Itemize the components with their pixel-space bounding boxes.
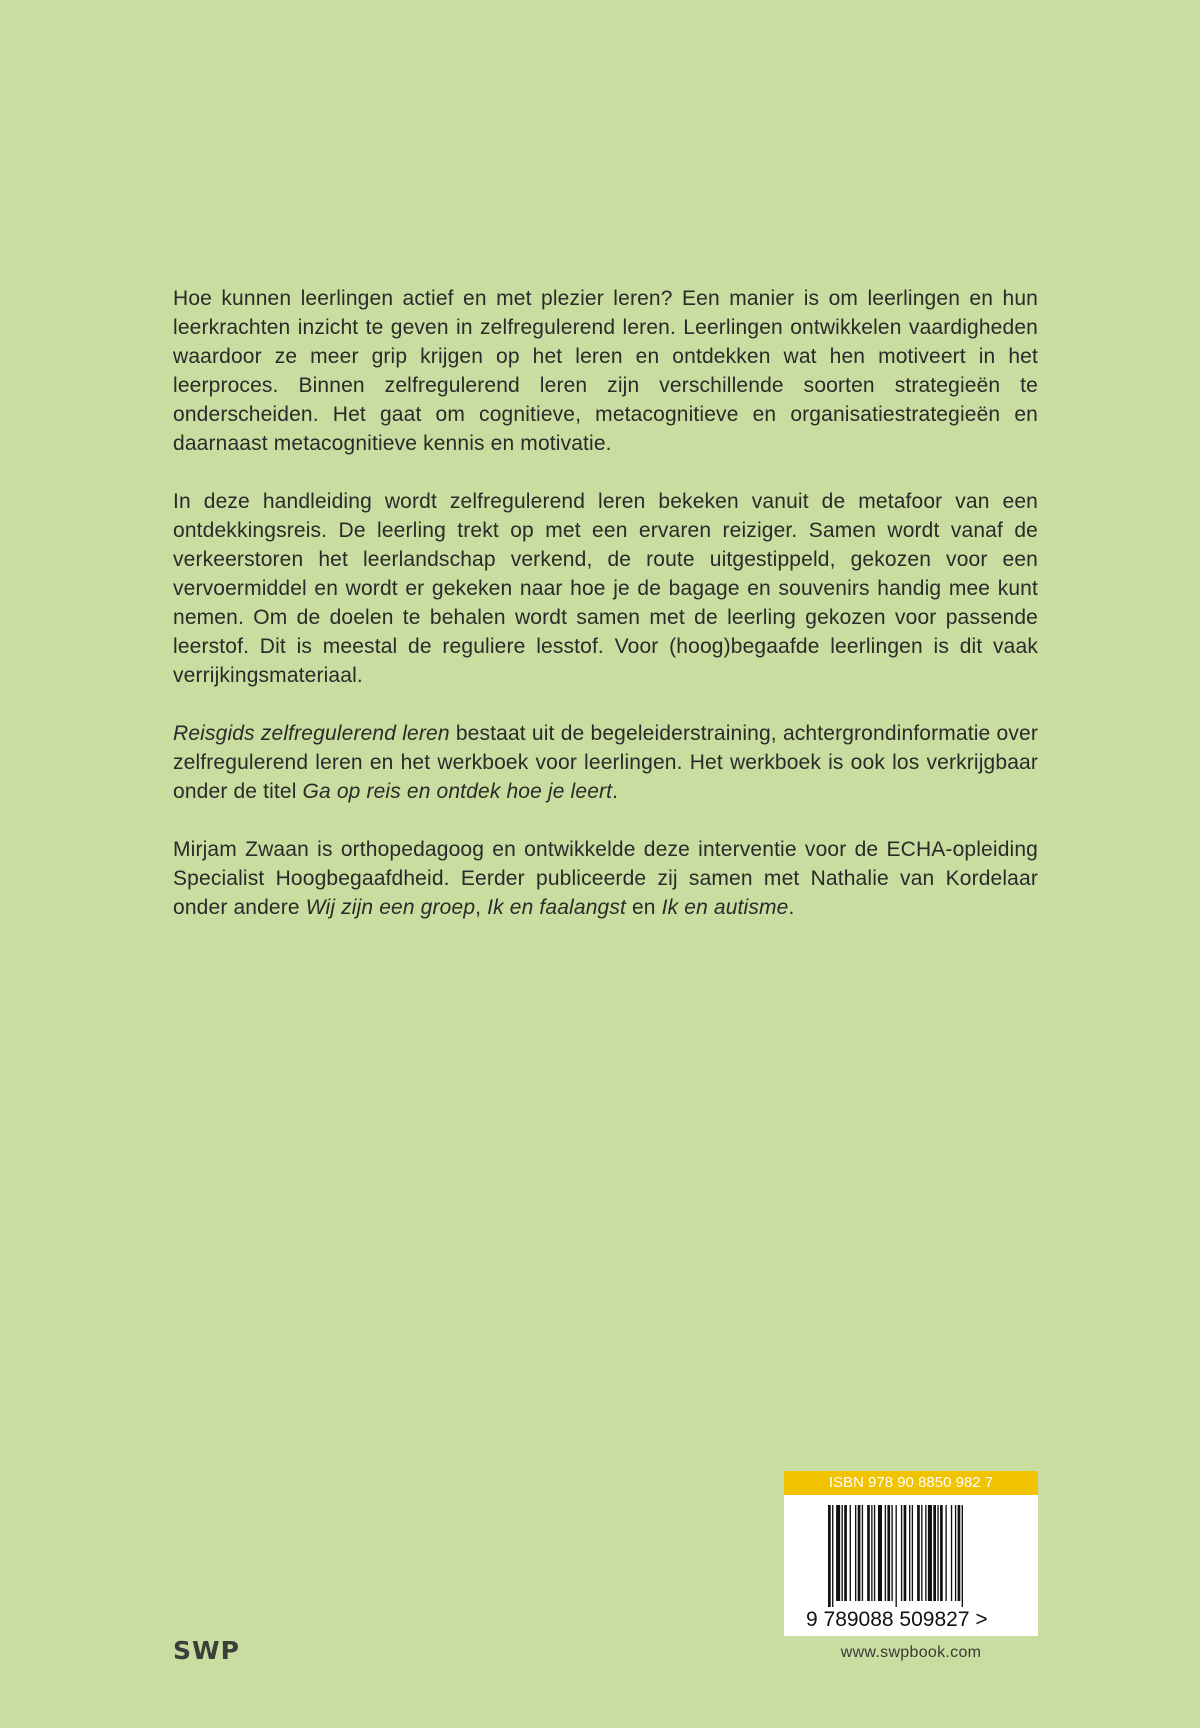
barcode-bar — [878, 1505, 882, 1601]
barcode-bar — [874, 1505, 875, 1601]
author-text: Mirjam Zwaan is orthopedagoog en ontwikkelde deze interventie voor de ECHA-opleiding Specialist Hoogbegaafdheid. Eerder publiceerde zij samen met Nathalie van Kordelaar onder andere — [173, 838, 1038, 919]
blurb-text — [173, 284, 1038, 951]
other-book-3: Ik en autisme — [661, 896, 789, 919]
isbn-barcode — [784, 1471, 1038, 1636]
barcode-bar — [925, 1505, 926, 1601]
barcode-bar — [937, 1505, 938, 1601]
barcode-bar — [828, 1505, 831, 1607]
barcode-bar — [871, 1505, 872, 1601]
barcode-bar — [962, 1505, 963, 1607]
author-end: . — [788, 896, 795, 919]
barcode-bar — [862, 1505, 863, 1601]
contents-text: bestaat uit de begeleiderstraining, achtergrondinformatie over zelfregulerend leren en het werkboek voor leerlingen. Het werkboek is ook los verkrijgbaar onder de titel — [173, 722, 1038, 803]
paragraph-intro: Hoe kunnen leerlingen actief en met plezier leren? Een manier is om leerlingen en hun leerkrachten inzicht te geven in zelfregulerend leren. Leerlingen ontwikkelen vaardigheden waardoor ze meer grip krijgen op het leren en ontdekken wat hen motiveert in het leerproces. Binnen zelfregulerend leren zijn verschillende soorten strategieën te onderscheiden. Het gaat om cognitieve, metacognitieve en organisatiestrategieën en daarnaast metacognitieve kennis en motivatie. — [173, 287, 1038, 455]
barcode-bars — [828, 1505, 994, 1607]
barcode-bar — [832, 1505, 833, 1607]
publisher-website: www.swpbook.com — [840, 1644, 982, 1661]
barcode-bar — [955, 1505, 956, 1601]
isbn-label: ISBN 978 90 8850 982 7 — [784, 1471, 1038, 1495]
book-title: Reisgids zelfregulerend leren — [173, 722, 450, 745]
barcode-bar — [904, 1505, 907, 1601]
barcode-bar — [842, 1505, 843, 1601]
barcode-bar — [909, 1505, 910, 1601]
workbook-title: Ga op reis en ontdek hoe je leert — [302, 780, 613, 803]
barcode-bar — [855, 1505, 856, 1601]
barcode-bar — [844, 1505, 847, 1601]
barcode-bar — [896, 1505, 897, 1607]
barcode-bar — [940, 1505, 943, 1601]
other-book-2: Ik en faalangst — [487, 896, 626, 919]
barcode-bar — [858, 1505, 861, 1601]
barcode-bar — [901, 1505, 902, 1601]
barcode-bar — [885, 1505, 886, 1601]
barcode-graphic — [828, 1505, 994, 1607]
barcode-bar — [921, 1505, 922, 1601]
barcode-bar — [928, 1505, 932, 1601]
paragraph-contents — [173, 719, 1038, 806]
barcode-bar — [912, 1505, 913, 1601]
separator: , — [475, 896, 488, 919]
barcode-bar — [958, 1505, 961, 1601]
barcode-bar — [917, 1505, 920, 1601]
separator: en — [625, 896, 662, 919]
barcode-bar — [951, 1505, 952, 1601]
other-book-1: Wij zijn een groep — [305, 896, 476, 919]
barcode-bar — [933, 1505, 936, 1601]
barcode-bar — [850, 1505, 851, 1601]
publisher-logo: SWP — [173, 1636, 240, 1665]
barcode-bar — [887, 1505, 890, 1601]
barcode-number: 9 789088 509827 > — [806, 1608, 988, 1631]
contents-end: . — [612, 780, 619, 803]
paragraph-author — [173, 835, 1038, 922]
barcode-bar — [891, 1505, 892, 1601]
paragraph-method: In deze handleiding wordt zelfregulerend leren bekeken vanuit de metafoor van een ontdekkingsreis. De leerling trekt op met een ervaren reiziger. Samen wordt vanaf de verkeerstoren het leerlandschap verkend, de route uitgestippeld, gekozen voor een vervoermiddel en wordt er gekeken naar hoe je de bagage en souvenirs handig mee kunt nemen. Om de doelen te behalen wordt samen met de leerling gekozen voor passende leerstof. Dit is meestal de reguliere lesstof. Voor (hoog)begaafde leerlingen is dit vaak verrijkingsmateriaal. — [173, 490, 1038, 687]
barcode-bar — [867, 1505, 870, 1601]
barcode-bar — [945, 1505, 946, 1601]
barcode-bar — [836, 1505, 840, 1601]
